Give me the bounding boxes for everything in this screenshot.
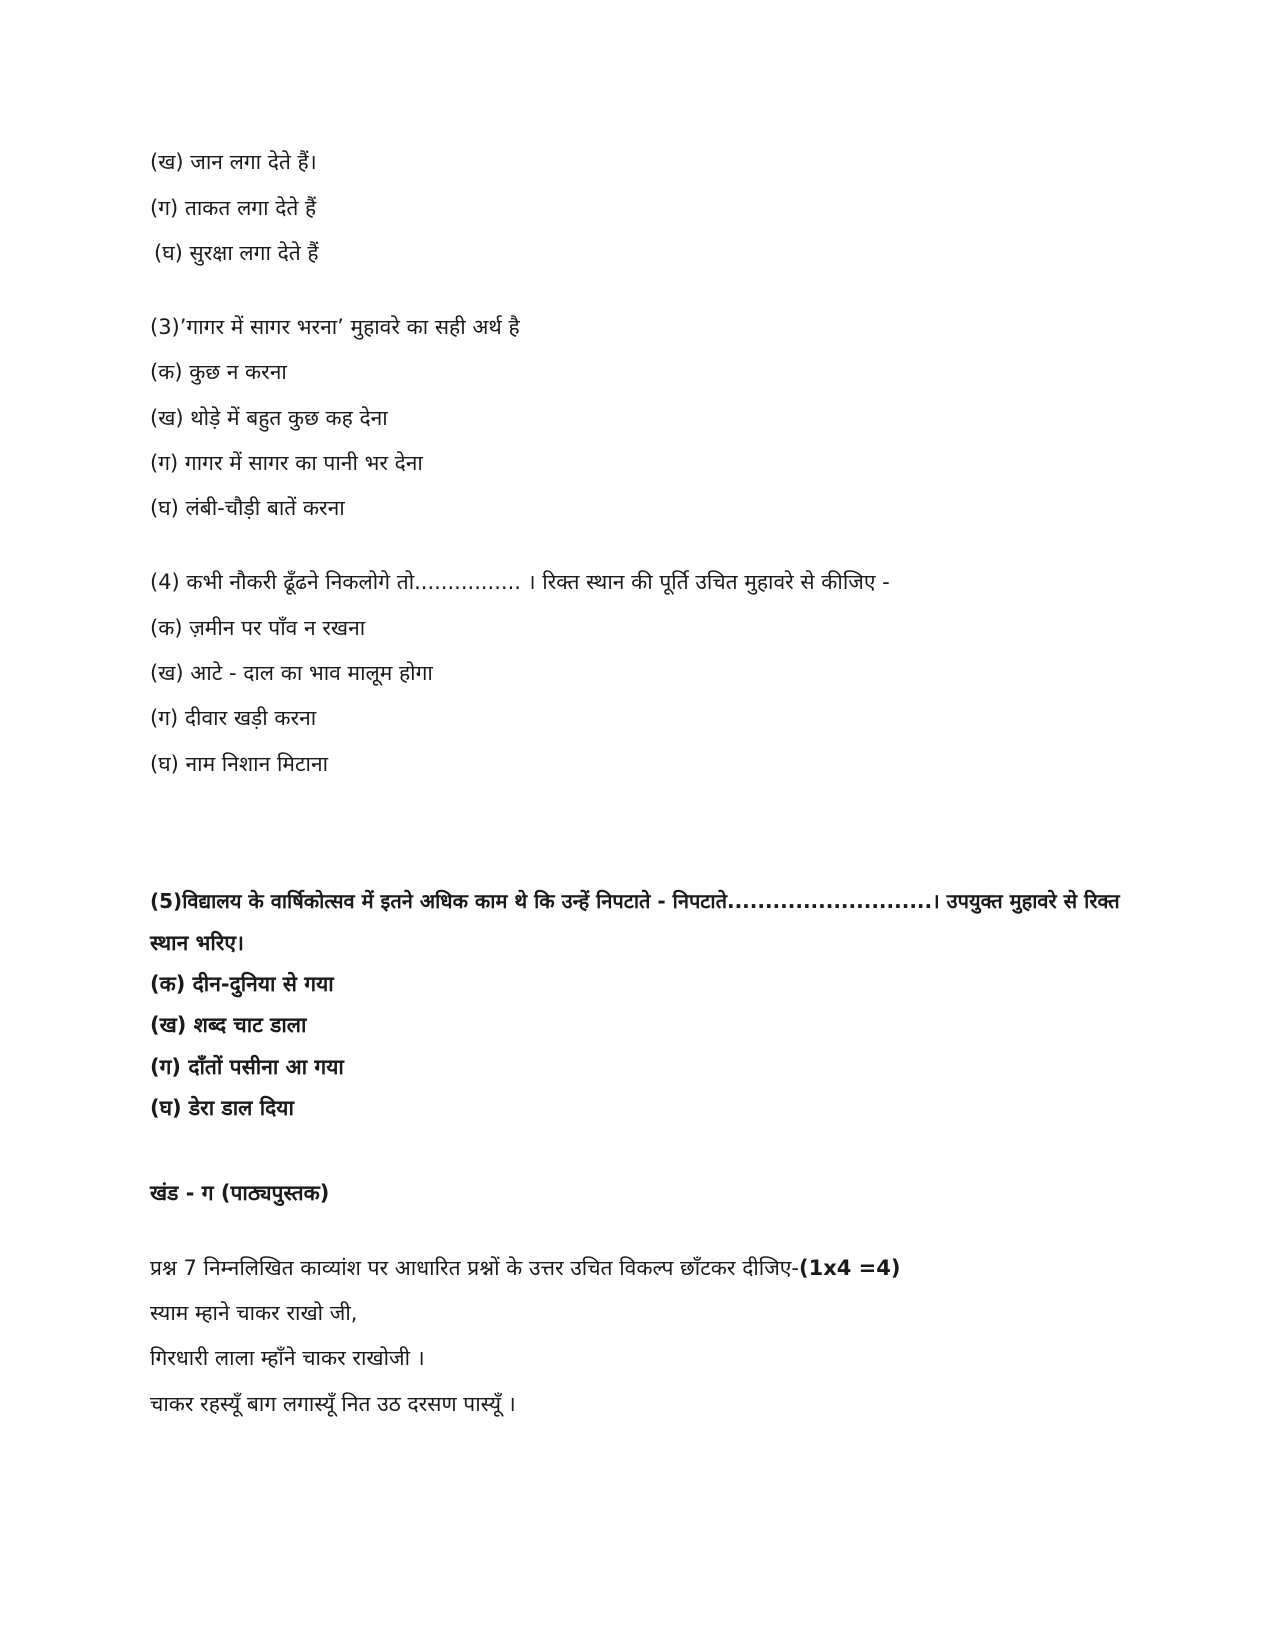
q4-option-kha: (ख) आटे - दाल का भाव मालूम होगा <box>150 661 433 685</box>
q5-option-ka: (क) दीन-दुनिया से गया <box>150 972 334 996</box>
q2-option-gha: (घ) सुरक्षा लगा देते हैं <box>154 241 319 265</box>
q7-prompt-text: प्रश्न 7 निम्नलिखित काव्यांश पर आधारित प्रश्नों के उत्तर उचित विकल्प छाँटकर दीजिए- <box>150 1256 799 1280</box>
q4-option-ga: (ग) दीवार खड़ी करना <box>150 706 317 730</box>
q2-option-kha: (ख) जान लगा देते हैं। <box>150 150 317 174</box>
q2-option-ga: (ग) ताकत लगा देते हैं <box>150 196 317 220</box>
q4-question: (4) कभी नौकरी ढूँढने निकलोगे तो................ । रिक्त स्थान की पूर्ति उचित मुहावरे से कीजिए - <box>150 570 890 594</box>
q5-question-line1: (5)विद्यालय के वार्षिकोत्सव में इतने अधिक काम थे कि उन्हें निपटाते - निपटाते...........................। उपयुक्त मुहावरे से रिक्त <box>150 889 1120 913</box>
q4-option-gha: (घ) नाम निशान मिटाना <box>150 752 329 776</box>
q3-option-gha: (घ) लंबी-चौड़ी बातें करना <box>150 496 345 520</box>
q7-marks: (1x4 =4) <box>799 1256 901 1280</box>
q5-option-gha: (घ) डेरा डाल दिया <box>150 1096 294 1120</box>
q7-prompt <box>150 1253 900 1283</box>
q5-option-ga: (ग) दाँतों पसीना आ गया <box>150 1055 344 1079</box>
q3-option-ka: (क) कुछ न करना <box>150 360 287 384</box>
q5-option-kha: (ख) शब्द चाट डाला <box>150 1013 307 1037</box>
q4-option-ka: (क) ज़मीन पर पाँव न रखना <box>150 616 366 640</box>
poem-line-2: गिरधारी लाला म्हाँने चाकर राखोजी । <box>150 1346 425 1370</box>
poem-line-1: स्याम म्हाने चाकर राखो जी, <box>150 1301 358 1325</box>
q3-option-ga: (ग) गागर में सागर का पानी भर देना <box>150 451 423 475</box>
poem-line-3: चाकर रहस्यूँ बाग लगास्यूँ नित उठ दरसण पास्यूँ । <box>150 1392 516 1416</box>
section-heading: खंड - ग (पाठ्यपुस्तक) <box>150 1181 330 1205</box>
q5-question-line2: स्थान भरिए। <box>150 931 244 955</box>
q3-question: (3)’गागर में सागर भरना’ मुहावरे का सही अर्थ है <box>150 315 520 339</box>
q3-option-kha: (ख) थोड़े में बहुत कुछ कह देना <box>150 406 388 430</box>
